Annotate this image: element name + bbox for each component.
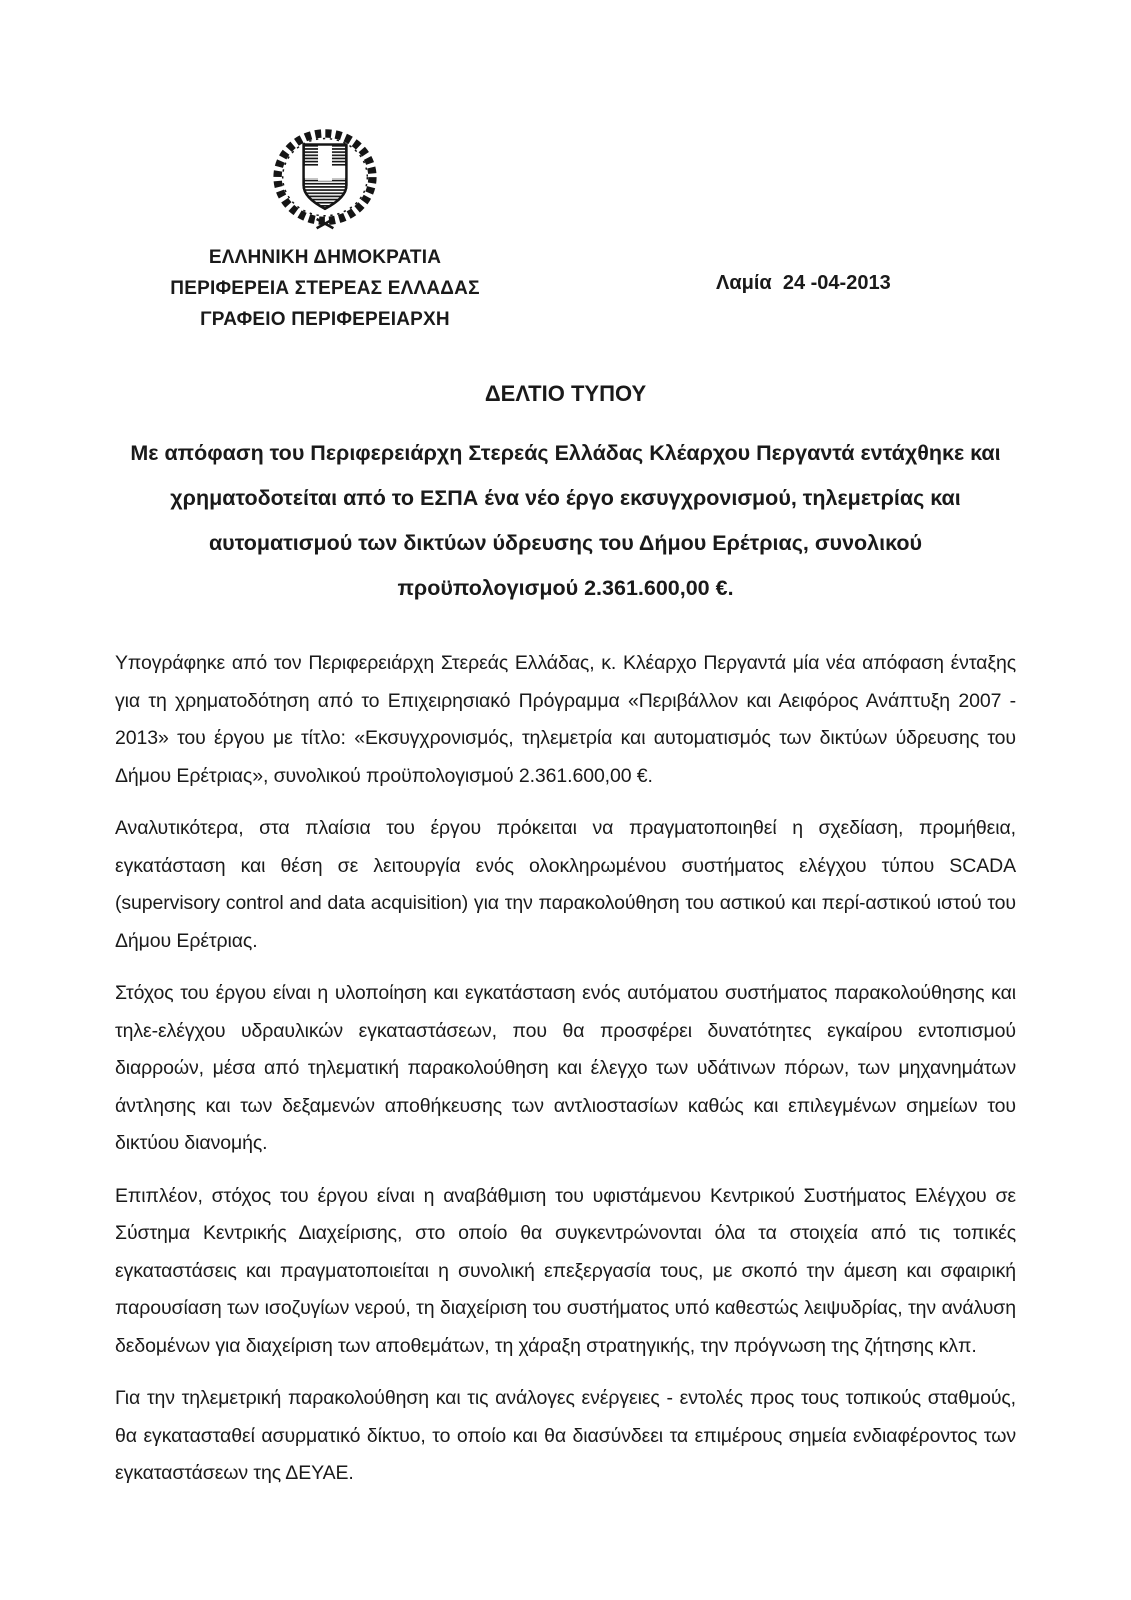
org-line-office: ΓΡΑΦΕΙΟ ΠΕΡΙΦΕΡΕΙΑΡΧΗ [200, 309, 450, 330]
paragraph-2: Αναλυτικότερα, στα πλαίσια του έργου πρόκειται να πραγματοποιηθεί η σχεδίαση, προμήθεια, εγκατάσταση και θέση σε λειτουργία ενός ολοκληρωμένου συστήματος ελέγχου τύπου SCADA (supervisory control and data acquisition) για την παρακολούθηση του αστικού και περί-αστικού ιστού του Δήμου Ερέτριας. [115, 817, 1016, 952]
org-line-region: ΠΕΡΙΦΕΡΕΙΑ ΣΤΕΡΕΑΣ ΕΛΛΑΔΑΣ [170, 278, 480, 299]
letterhead-org-block [115, 126, 535, 335]
place-date-line: Λαμία 24 -04-2013 [716, 272, 891, 294]
lead-paragraph: Με απόφαση του Περιφερειάρχη Στερεάς Ελλάδας Κλέαρχου Περγαντά εντάχθηκε και χρηματοδοτείται από το ΕΣΠΑ ένα νέο έργο εκσυγχρονισμού, τηλεμετρίας και αυτοματισμού των δικτύων ύδρευσης του Δήμου Ερέτριας, συνολικού προϋπολογισμού 2.361.600,00 €. [130, 441, 1001, 600]
document-body [115, 645, 1016, 1493]
paragraph-1: Υπογράφηκε από τον Περιφερειάρχη Στερεάς Ελλάδας, κ. Κλέαρχο Περγαντά μία νέα απόφαση ένταξης για τη χρηματοδότηση από το Επιχειρησιακό Πρόγραμμα «Περιβάλλον και Αειφόρος Ανάπτυξη 2007 - 2013» του έργου με τίτλο: «Εκσυγχρονισμός, τηλεμετρία και αυτοματισμός των δικτύων ύδρευσης του Δήμου Ερέτριας», συνολικού προϋπολογισμού 2.361.600,00 €. [115, 652, 1016, 787]
paragraph-5: Για την τηλεμετρική παρακολούθηση και τις ανάλογες ενέργειες - εντολές προς τους τοπικούς σταθμούς, θα εγκατασταθεί ασυρματικό δίκτυο, το οποίο και θα διασύνδεει τα επιμέρους σημεία ενδιαφέροντος των εγκαταστάσεων της ΔΕΥΑΕ. [115, 1387, 1016, 1484]
letterhead [115, 126, 1016, 335]
greek-coat-of-arms-icon [269, 126, 381, 232]
press-release-title: ΔΕΛΤΙΟ ΤΥΠΟΥ [484, 381, 647, 406]
org-line-republic: ΕΛΛΗΝΙΚΗ ΔΗΜΟΚΡΑΤΙΑ [208, 247, 442, 268]
paragraph-3: Στόχος του έργου είναι η υλοποίηση και εγκατάσταση ενός αυτόματου συστήματος παρακολούθησης και τηλε-ελέγχου υδραυλικών εγκαταστάσεων, που θα προσφέρει δυνατότητες εγκαίρου εντοπισμού διαρροών, μέσα από τηλεματική παρακολούθηση και έλεγχο των υδάτινων πόρων, των μηχανημάτων άντλησης και των δεξαμενών αποθήκευσης των αντλιοστασίων καθώς και επιλεγμένων σημείων του δικτύου διανομής. [115, 982, 1016, 1154]
paragraph-4: Επιπλέον, στόχος του έργου είναι η αναβάθμιση του υφιστάμενου Κεντρικού Συστήματος Ελέγχου σε Σύστημα Κεντρικής Διαχείρισης, στο οποίο θα συγκεντρώνονται όλα τα στοιχεία από τις τοπικές εγκαταστάσεις και πραγματοποιείται η συνολική επεξεργασία τους, με σκοπό την άμεση και σφαιρική παρουσίαση των ισοζυγίων νερού, τη διαχείριση του συστήματος υπό καθεστώς λειψυδρίας, την ανάλυση δεδομένων για διαχείριση των αποθεμάτων, τη χάραξη στρατηγικής, την πρόγνωση της ζήτησης κλπ. [115, 1184, 1016, 1357]
